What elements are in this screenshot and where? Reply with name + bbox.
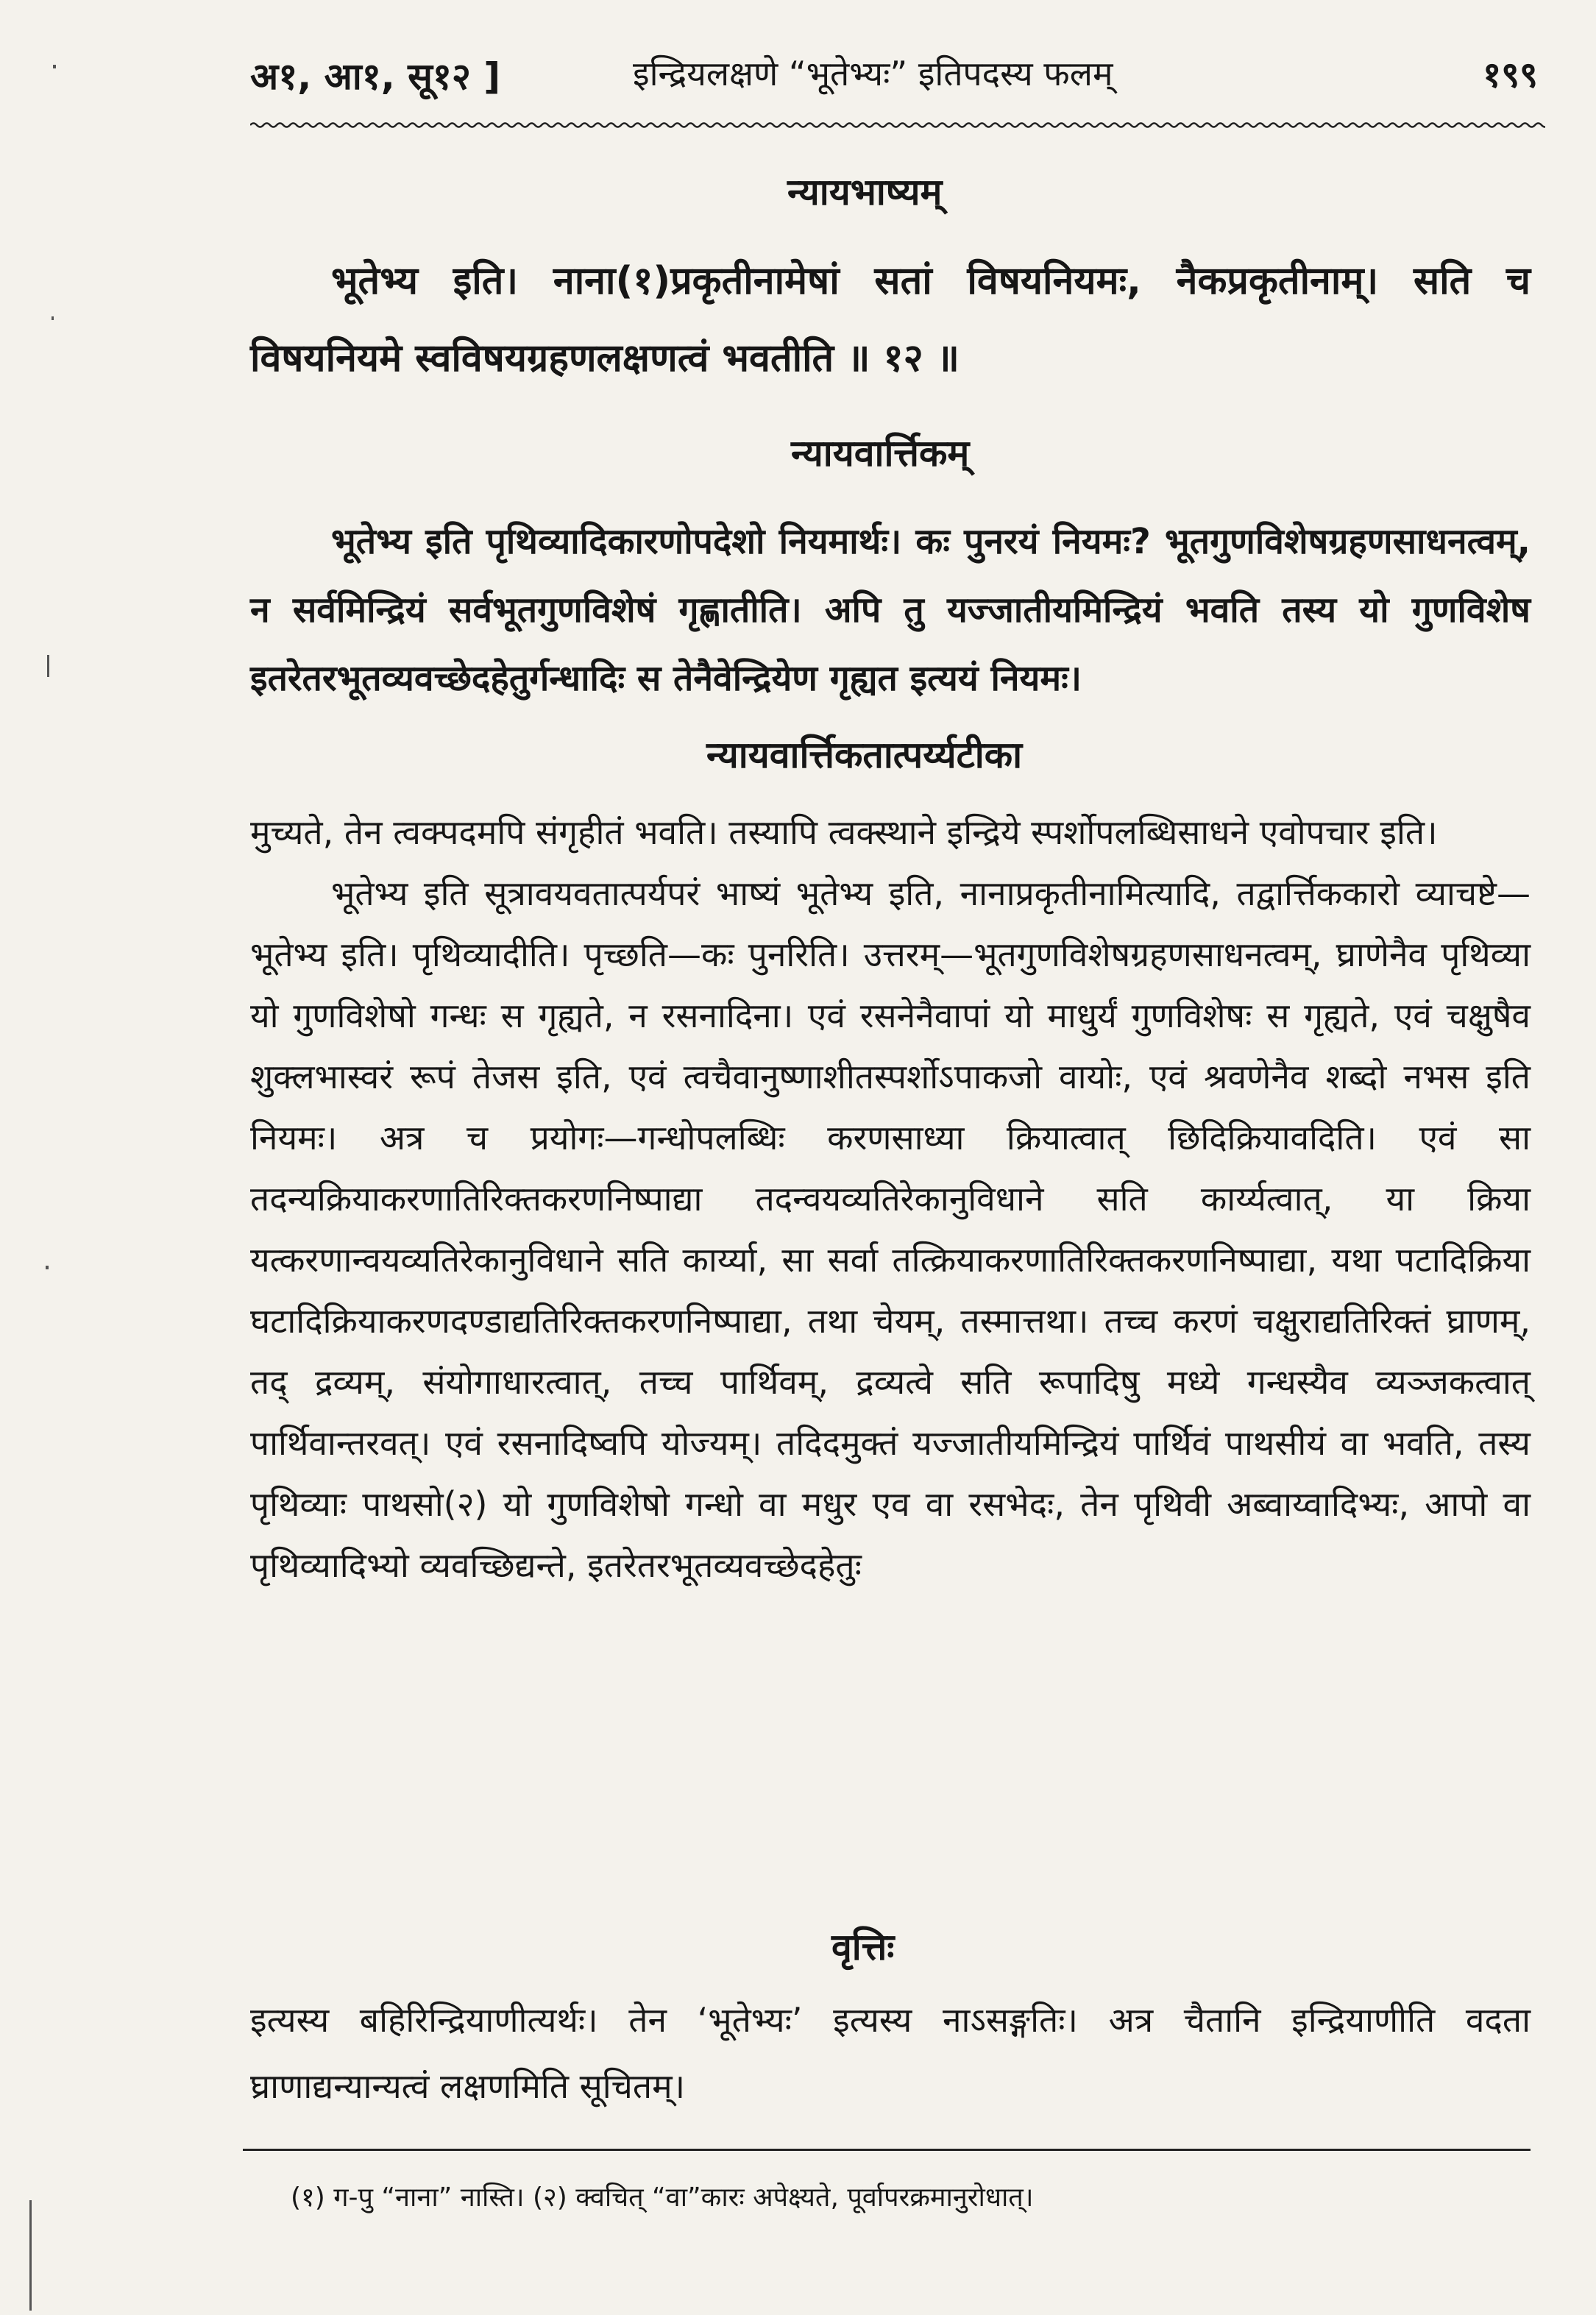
header-title: इन्द्रियलक्षणे “भूतेभ्यः” इतिपदस्य फलम् — [633, 54, 1113, 93]
nyayavartika-paragraph: भूतेभ्य इति पृथिव्यादिकारणोपदेशो नियमार्थः। कः पुनरयं नियमः? भूतगुणविशेषग्रहणसाधनत्वम्, न सर्वमिन्द्रियं सर्वभूतगुणविशेषं गृह्णातीति। अपि तु यज्जातीयमिन्द्रियं भवति तस्य यो गुणविशेष इतरेतरभूतव्यवच्छेदहेतुर्गन्धादिः स तेनैवेन्द्रियेण गृह्यत इत्ययं नियमः। — [250, 521, 1531, 699]
scan-speck — [52, 316, 54, 320]
nyayavartika-text — [250, 508, 1531, 713]
nyayabhashya-paragraph: भूतेभ्य इति। नाना(१)प्रकृतीनामेषां सतां विषयनियमः, नैकप्रकृतीनाम्। सति च विषयनियमे स्वविषयग्रहणलक्षणत्वं भवतीति ॥ १२ ॥ — [250, 259, 1531, 380]
tatparya-text — [250, 802, 1531, 1596]
header-wavy-rule — [250, 116, 1545, 134]
nyayavartika-title: न्यायवार्त्तिकम् — [791, 432, 970, 475]
tatparya-paragraph-1: मुच्यते, तेन त्वक्पदमपि संगृहीतं भवति। तस्यापि त्वक्स्थाने इन्द्रिये स्पर्शोपलब्धिसाधने एवोपचार इति। — [250, 812, 1438, 852]
vritti-text — [250, 1987, 1531, 2119]
footnote: (१) ग-पु “नाना” नास्ति। (२) क्वचित् “वा”कारः अपेक्ष्यते, पूर्वापरक्रमानुरोधात्। — [291, 2183, 1034, 2213]
scan-edge-line — [29, 2200, 32, 2311]
tatparya-title: न्यायवार्त्तिकतात्पर्य्यटीका — [706, 734, 1023, 776]
vritti-title: वृत्तिः — [831, 1926, 895, 1968]
running-header — [250, 44, 1538, 110]
tatparya-paragraph-2: भूतेभ्य इति सूत्रावयवतात्पर्यपरं भाष्यं भूतेभ्य इति, नानाप्रकृतीनामित्यादि, तद्वार्त्तिककारो व्याचष्टे—भूतेभ्य इति। पृथिव्यादीति। पृच्छति—कः पुनरिति। उत्तरम्—भूतगुणविशेषग्रहणसाधनत्वम्, घ्राणेनैव पृथिव्या यो गुणविशेषो गन्धः स गृह्यते, न रसनादिना। एवं रसनेनैवापां यो माधुर्यं गुणविशेषः स गृह्यते, एवं चक्षुषैव शुक्लभास्वरं रूपं तेजस इति, एवं त्वचैवानुष्णाशीतस्पर्शोऽपाकजो वायोः, एवं श्रवणेनैव शब्दो नभस इति नियमः। अत्र च प्रयोगः—गन्धोपलब्धिः करणसाध्या क्रियात्वात् छिदिक्रियावदिति। एवं सा तदन्यक्रियाकरणातिरिक्तकरणनिष्पाद्या तदन्वयव्यतिरेकानुविधाने सति कार्य्यत्वात्, या क्रिया यत्करणान्वयव्यतिरेकानुविधाने सति कार्य्या, सा सर्वा तत्क्रियाकरणातिरिक्तकरणनिष्पाद्या, यथा पटादिक्रिया घटादिक्रियाकरणदण्डाद्यतिरिक्तकरणनिष्पाद्या, तथा चेयम्, तस्मात्तथा। तच्च करणं चक्षुराद्यतिरिक्तं घ्राणम्, तद् द्रव्यम्, संयोगाधारत्वात्, तच्च पार्थिवम्, द्रव्यत्वे सति रूपादिषु मध्ये गन्धस्यैव व्यञ्जकत्वात् पार्थिवान्तरवत्। एवं रसनादिष्वपि योज्यम्। तदिदमुक्तं यज्जातीयमिन्द्रियं पार्थिवं पाथसीयं वा भवति, तस्य पृथिव्याः पाथसो(२) यो गुणविशेषो गन्धो वा मधुर एव वा रसभेदः, तेन पृथिवी अब्वाय्वादिभ्यः, आपो वा पृथिव्यादिभ्यो व्यवच्छिद्यन्ते, इतरेतरभूतव्यवच्छेदहेतुः — [250, 873, 1531, 1585]
nyayabhashya-text — [250, 243, 1531, 397]
header-sutra-reference: अ१, आ१, सू१२ ] — [250, 55, 501, 98]
page-number: १९९ — [1483, 54, 1538, 96]
scan-speck — [47, 655, 49, 677]
nyayabhashya-title: न्यायभाष्यम् — [787, 171, 943, 213]
scan-speck — [46, 1266, 49, 1269]
vritti-paragraph: इत्यस्य बहिरिन्द्रियाणीत्यर्थः। तेन ‘भूतेभ्यः’ इत्यस्य नाऽसङ्गतिः। अत्र चैतानि इन्द्रियाणीति वदता घ्राणाद्यन्यान्यत्वं लक्षणमिति सूचितम्। — [250, 2000, 1531, 2106]
scan-speck — [53, 65, 56, 68]
footnote-rule — [243, 2149, 1531, 2151]
